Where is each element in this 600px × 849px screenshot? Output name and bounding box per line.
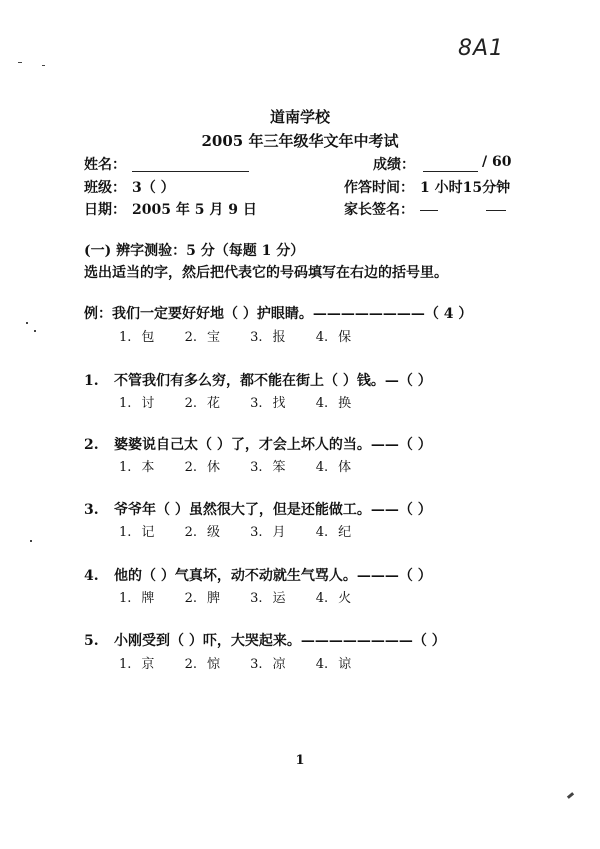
question-3 <box>84 499 432 519</box>
option-4[interactable]: 4. 纪 <box>315 525 352 540</box>
option-4: 4. 保 <box>315 330 352 345</box>
school-name: 道南学校 <box>269 108 330 126</box>
section-instruction: 选出适当的字，然后把代表它的号码填写在右边的括号里。 <box>84 265 448 281</box>
time-value: 1 小时15分钟 <box>420 180 511 196</box>
page-number: 1 <box>295 753 305 768</box>
handwritten-code: 8A1 <box>458 36 505 61</box>
option-1[interactable]: 1. 京 <box>119 657 155 672</box>
option-3[interactable]: 3. 凉 <box>250 657 286 672</box>
option-3[interactable]: 3. 找 <box>250 396 286 411</box>
option-1[interactable]: 1. 牌 <box>119 591 155 606</box>
question-sentence: 不管我们有多么穷，都不能在街上（ ）钱。—（ ） <box>114 373 432 389</box>
scan-speck <box>18 62 22 63</box>
scan-speck <box>30 540 32 542</box>
option-3[interactable]: 3. 月 <box>250 525 286 540</box>
option-1: 1. 包 <box>119 330 155 345</box>
question-3-options <box>119 521 351 540</box>
option-3: 3. 报 <box>250 330 286 345</box>
option-2[interactable]: 2. 级 <box>184 525 220 540</box>
example-sentence: 例：我们一定要好好地（ ）护眼睛。————————（ 4 ） <box>84 306 473 322</box>
time-label: 作答时间： <box>344 180 414 196</box>
exam-title: 2005 年三年级华文年中考试 <box>201 132 399 150</box>
option-1[interactable]: 1. 记 <box>119 525 155 540</box>
question-sentence: 他的（ ）气真坏，动不动就生气骂人。———（ ） <box>114 568 432 584</box>
section-heading: (一) 辨字测验：5 分（每题 1 分） <box>84 243 305 259</box>
question-number: 2. <box>84 437 99 453</box>
question-4 <box>84 565 432 585</box>
question-number: 3. <box>84 502 99 518</box>
option-3[interactable]: 3. 笨 <box>250 460 286 475</box>
option-4[interactable]: 4. 换 <box>315 396 352 411</box>
parent-sign-label: 家长签名： <box>344 202 414 218</box>
question-2-options <box>119 456 351 475</box>
option-1[interactable]: 1. 讨 <box>119 396 155 411</box>
question-sentence: 婆婆说自己太（ ）了，才会上坏人的当。——（ ） <box>114 437 432 453</box>
option-3[interactable]: 3. 运 <box>250 591 286 606</box>
option-2[interactable]: 2. 脾 <box>184 591 220 606</box>
name-blank-line[interactable] <box>132 171 249 172</box>
question-number: 4. <box>84 568 99 584</box>
scan-speck <box>567 792 574 799</box>
scan-speck <box>26 322 28 324</box>
name-label: 姓名： <box>84 157 126 173</box>
option-2[interactable]: 2. 花 <box>184 396 220 411</box>
option-4[interactable]: 4. 体 <box>315 460 352 475</box>
grade-label: 成绩： <box>373 157 415 173</box>
question-5-options <box>119 653 351 672</box>
grade-blank-line[interactable] <box>423 171 478 172</box>
question-5 <box>84 630 446 650</box>
question-2 <box>84 434 432 454</box>
question-number: 5. <box>84 633 99 649</box>
question-1 <box>84 370 432 390</box>
option-2[interactable]: 2. 惊 <box>184 657 220 672</box>
date-value: 2005 年 5 月 9 日 <box>132 202 257 218</box>
date-label: 日期： <box>84 202 126 218</box>
option-4[interactable]: 4. 谅 <box>315 657 352 672</box>
parent-sign-line-1[interactable] <box>420 210 438 211</box>
parent-sign-line-2[interactable] <box>486 210 506 211</box>
class-label: 班级： <box>84 180 126 196</box>
example-options <box>119 326 351 345</box>
option-1[interactable]: 1. 本 <box>119 460 155 475</box>
option-2[interactable]: 2. 休 <box>184 460 220 475</box>
option-4[interactable]: 4. 火 <box>315 591 352 606</box>
option-2: 2. 宝 <box>184 330 220 345</box>
scan-speck <box>42 65 45 66</box>
question-1-options <box>119 392 351 411</box>
question-sentence: 爷爷年（ ）虽然很大了，但是还能做工。——（ ） <box>114 502 432 518</box>
question-4-options <box>119 587 351 606</box>
grade-total: / 60 <box>482 154 512 170</box>
question-sentence: 小刚受到（ ）吓，大哭起来。————————（ ） <box>114 633 446 649</box>
scan-speck <box>34 330 36 332</box>
question-number: 1. <box>84 373 99 389</box>
class-value: 3（ ） <box>132 180 175 196</box>
